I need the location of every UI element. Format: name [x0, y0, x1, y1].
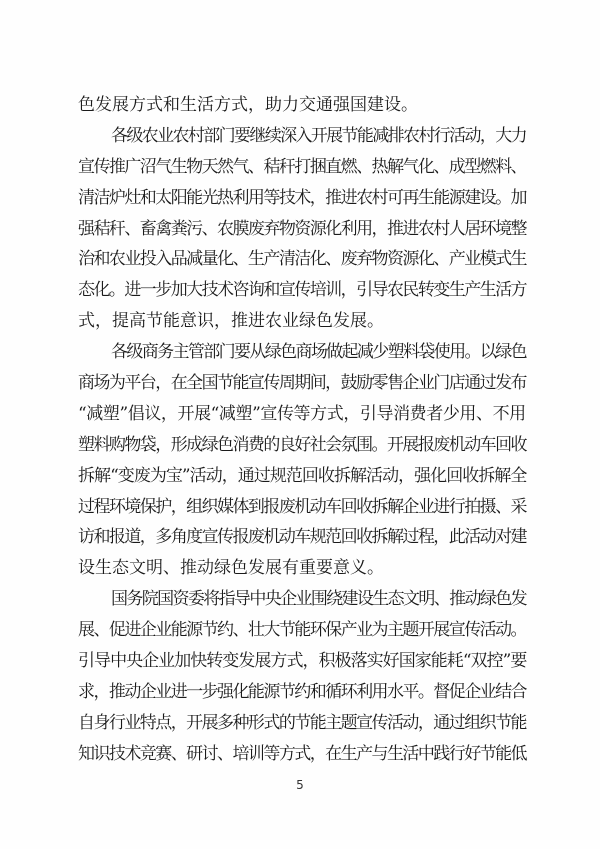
text-line: 过程环境保护，组织媒体到报废机动车回收拆解企业进行拍摄、采 — [78, 496, 526, 517]
text-line: 引导中央企业加快转变发展方式，积极落实好国家能耗“双控”要 — [78, 651, 527, 672]
text-line: 知识技术竞赛、研讨、培训等方式，在生产与生活中践行好节能低 — [78, 743, 526, 764]
text-line: 塑料购物袋，形成绿色消费的良好社会氛围。开展报废机动车回收 — [78, 434, 526, 455]
text-line: 设生态文明、推动绿色发展有重要意义。 — [78, 558, 384, 579]
text-line: 态化。进一步加大技术咨询和宣传培训，引导农民转变生产生活方 — [78, 280, 526, 301]
text-line: 自身行业特点，开展多种形式的节能主题宣传活动，通过组织节能 — [78, 712, 526, 733]
text-line: 各级农业农村部门要继续深入开展节能减排农村行活动，大力 — [111, 125, 526, 146]
text-line: 强秸秆、畜禽粪污、农膜废弃物资源化利用，推进农村人居环境整 — [78, 218, 526, 239]
text-line: 拆解“变废为宝”活动，通过规范回收拆解活动，强化回收拆解全 — [78, 465, 527, 486]
text-line: 式，提高节能意识，推进农业绿色发展。 — [78, 311, 384, 332]
page-number: 5 — [296, 778, 304, 792]
body-text — [78, 90, 526, 770]
text-line: 展、促进企业能源节约、壮大节能环保产业为主题开展宣传活动。 — [78, 620, 526, 641]
text-line: 商场为平台，在全国节能宣传周期间，鼓励零售企业门店通过发布 — [78, 373, 526, 394]
text-line: 治和农业投入品减量化、生产清洁化、废弃物资源化、产业模式生 — [78, 249, 526, 270]
text-line: 国务院国资委将指导中央企业围绕建设生态文明、推动绿色发 — [111, 589, 526, 610]
text-line: 各级商务主管部门要从绿色商场做起减少塑料袋使用。以绿色 — [111, 342, 526, 363]
text-line: 求，推动企业进一步强化能源节约和循环利用水平。督促企业结合 — [78, 681, 526, 702]
text-line: 色发展方式和生活方式，助力交通强国建设。 — [78, 95, 418, 115]
text-line: 清洁炉灶和太阳能光热利用等技术，推进农村可再生能源建设。加 — [78, 187, 526, 208]
text-line: 访和报道，多角度宣传报废机动车规范回收拆解过程，此活动对建 — [78, 527, 526, 548]
text-line: 宣传推广沼气生物天然气、秸秆打捆直燃、热解气化、成型燃料、 — [78, 156, 526, 177]
text-line: “减塑”倡议，开展“减塑”宣传等方式，引导消费者少用、不用 — [78, 403, 526, 424]
